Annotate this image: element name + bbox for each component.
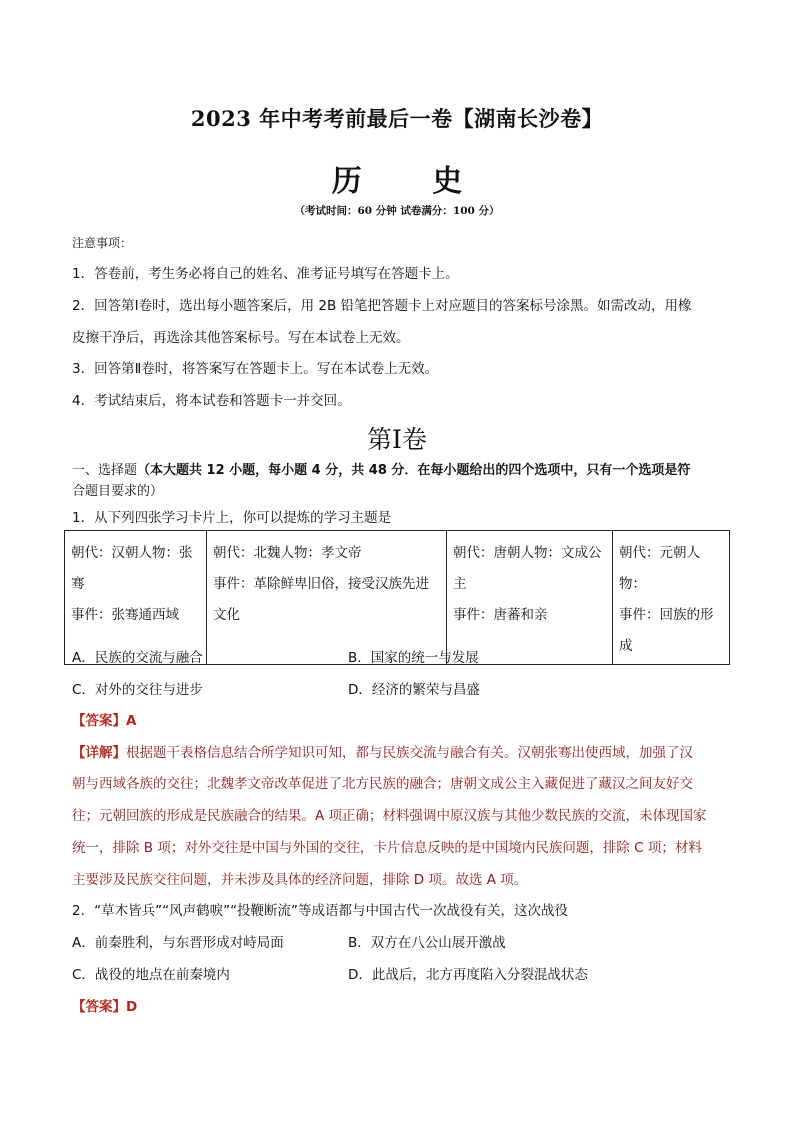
study-cards-table xyxy=(64,530,730,665)
question-1-stem: 1．从下列四张学习卡片上，你可以提炼的学习主题是 xyxy=(72,510,392,526)
q1-option-b: B．国家的统一与发展 xyxy=(348,650,479,666)
q1-detail-line-3: 往；元朝回族的形成是民族融合的结果。A 项正确；材料强调中原汉族与其他少数民族的交流，未体现国家 xyxy=(72,808,707,824)
section-instructions: （本大题共 12 小题，每小题 4 分，共 48 分．在每小题给出的四个选项中，只有一个选项是符 xyxy=(137,463,691,478)
question-2-stem: 2．“草木皆兵”“风声鹤唳”“投鞭断流”等成语都与中国古代一次战役有关，这次战役 xyxy=(72,903,569,919)
study-card: 朝代：汉朝人物：张 骞 事件：张骞通西域 xyxy=(65,531,207,665)
q2-option-d: D．此战后，北方再度陷入分裂混战状态 xyxy=(348,967,588,983)
notice-line-1: 1．答卷前，考生务必将自己的姓名、准考证号填写在答题卡上。 xyxy=(72,266,459,282)
notice-line-3: 皮擦干净后，再选涂其他答案标号。写在本试卷上无效。 xyxy=(72,330,410,346)
q2-option-c: C．战役的地点在前秦境内 xyxy=(72,967,230,983)
exam-info: （考试时间：60 分钟 试卷满分：100 分） xyxy=(294,205,500,217)
subject-title: 历 史 xyxy=(331,164,493,199)
q1-detail-line-4: 统一，排除 B 项；对外交往是中国与外国的交往，卡片信息反映的是中国境内民族问题，排除 C 项；材料 xyxy=(72,840,702,856)
study-card: 朝代：元朝人物： 事件：回族的形 成 xyxy=(613,531,730,665)
study-card: 朝代：北魏人物：孝文帝 事件：革除鲜卑旧俗，接受汉族先进 文化 xyxy=(207,531,447,665)
section-heading xyxy=(72,459,690,478)
q1-detail-line-2: 朝与西域各族的交往；北魏孝文帝改革促进了北方民族的融合；唐朝文成公主入藏促进了藏汉之间友好交 xyxy=(72,776,693,792)
notice-line-4: 3．回答第Ⅱ卷时，将答案写在答题卡上。写在本试卷上无效。 xyxy=(72,361,439,377)
q1-option-c: C．对外的交往与进步 xyxy=(72,682,203,698)
q1-detail-line-5: 主要涉及民族交往问题，并未涉及具体的经济问题，排除 D 项。故选 A 项。 xyxy=(72,872,528,888)
notice-line-5: 4．考试结束后，将本试卷和答题卡一并交回。 xyxy=(72,393,351,409)
exam-title: 2023 年中考考前最后一卷【湖南长沙卷】 xyxy=(190,106,604,131)
q2-option-a: A．前秦胜利，与东晋形成对峙局面 xyxy=(72,935,284,951)
volume-heading: 第Ⅰ卷 xyxy=(367,425,427,454)
notice-line-2: 2．回答第Ⅰ卷时，选出每小题答案后，用 2B 铅笔把答题卡上对应题目的答案标号涂黑。如需改动，用橡 xyxy=(72,298,692,314)
q1-detail-line-1: 【详解】根据题干表格信息结合所学知识可知，都与民族交流与融合有关。汉朝张骞出使西域，加强了汉 xyxy=(72,745,693,761)
q1-option-d: D．经济的繁荣与昌盛 xyxy=(348,682,480,698)
notice-heading: 注意事项： xyxy=(72,236,133,250)
q2-option-b: B．双方在八公山展开激战 xyxy=(348,935,506,951)
section-prefix: 一、选择题 xyxy=(72,463,138,478)
q2-answer: 【答案】D xyxy=(72,999,138,1015)
study-card: 朝代：唐朝人物：文成公 主 事件：唐蕃和亲 xyxy=(447,531,613,665)
section-heading-cont: 合题目要求的） xyxy=(72,484,164,499)
q1-option-a: A．民族的交流与融合 xyxy=(72,650,203,666)
q1-answer: 【答案】A xyxy=(72,713,137,729)
